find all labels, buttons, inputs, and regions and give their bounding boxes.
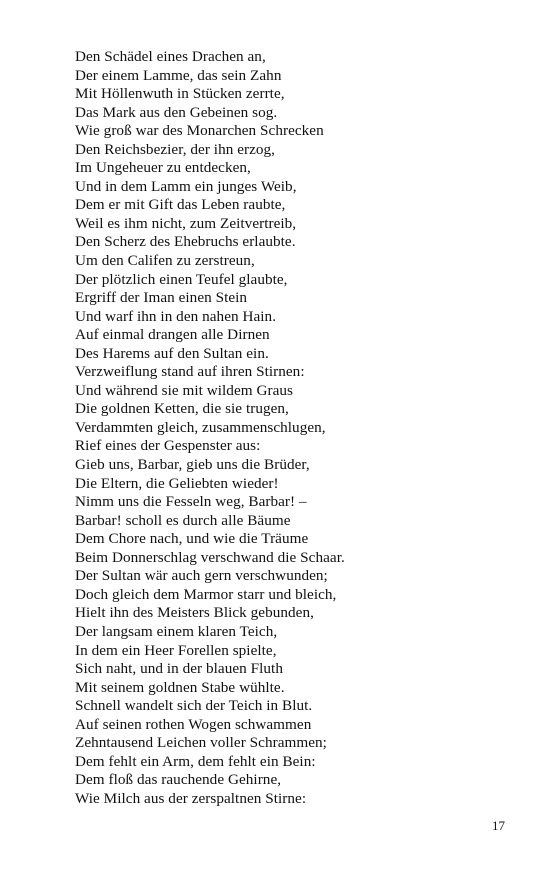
poem-line: Den Reichsbezier, der ihn erzog,	[75, 140, 276, 158]
poem-line: Verzweiflung stand auf ihren Stirnen:	[75, 363, 305, 381]
poem-line: Um den Califen zu zerstreun,	[75, 252, 255, 270]
poem-line: Der plötzlich einen Teufel glaubte,	[75, 270, 288, 288]
poem-line: Weil es ihm nicht, zum Zeitvertreib,	[75, 214, 297, 232]
poem-line: Dem er mit Gift das Leben raubte,	[75, 196, 286, 214]
poem-line: Zehntausend Leichen voller Schrammen;	[75, 734, 327, 752]
poem-line: Die Eltern, die Geliebten wieder!	[75, 474, 279, 492]
poem-line: Auf seinen rothen Wogen schwammen	[75, 715, 312, 733]
poem-line: Dem Chore nach, und wie die Träume	[75, 530, 309, 548]
poem-text	[75, 48, 345, 808]
poem-line: Nimm uns die Fesseln weg, Barbar! –	[75, 493, 307, 511]
poem-line: Hielt ihn des Meisters Blick gebunden,	[75, 604, 314, 622]
poem-line: Dem floß das rauchende Gehirne,	[75, 771, 282, 789]
poem-line: Auf einmal drangen alle Dirnen	[75, 326, 270, 344]
poem-line: Mit Höllenwuth in Stücken zerrte,	[75, 85, 285, 103]
poem-line: Und in dem Lamm ein junges Weib,	[75, 177, 297, 195]
poem-line: Im Ungeheuer zu entdecken,	[75, 159, 251, 177]
poem-line: Verdammten gleich, zusammenschlugen,	[75, 418, 326, 436]
poem-line: Der langsam einem klaren Teich,	[75, 622, 278, 640]
poem-line: Des Harems auf den Sultan ein.	[75, 344, 269, 362]
poem-line: Und warf ihn in den nahen Hain.	[75, 307, 277, 325]
poem-line: Den Scherz des Ehebruchs erlaubte.	[75, 233, 296, 251]
poem-line: Sich naht, und in der blauen Fluth	[75, 660, 283, 678]
poem-line: Dem fehlt ein Arm, dem fehlt ein Bein:	[75, 752, 316, 770]
poem-line: Schnell wandelt sich der Teich in Blut.	[75, 697, 313, 715]
poem-line: Doch gleich dem Marmor starr und bleich,	[75, 585, 337, 603]
poem-line: Den Schädel eines Drachen an,	[75, 48, 266, 65]
poem-line: Gieb uns, Barbar, gieb uns die Brüder,	[75, 456, 310, 474]
poem-line: Barbar! scholl es durch alle Bäume	[75, 511, 291, 529]
poem-line: Beim Donnerschlag verschwand die Schaar.	[75, 548, 345, 566]
poem-line: Wie Milch aus der zerspaltnen Stirne:	[75, 789, 307, 807]
poem-line: In dem ein Heer Forellen spielte,	[75, 641, 277, 659]
poem-line: Die goldnen Ketten, die sie trugen,	[75, 400, 289, 418]
poem-line: Der einem Lamme, das sein Zahn	[75, 66, 282, 84]
poem-line: Rief eines der Gespenster aus:	[75, 437, 261, 455]
poem-line: Wie groß war des Monarchen Schrecken	[75, 122, 324, 140]
poem-line: Mit seinem goldnen Stabe wühlte.	[75, 678, 285, 696]
poem-line: Das Mark aus den Gebeinen sog.	[75, 103, 278, 121]
poem-line: Der Sultan wär auch gern verschwunden;	[75, 567, 328, 585]
page-number: 17	[492, 818, 505, 833]
poem-line: Und während sie mit wildem Graus	[75, 381, 293, 399]
poem-line: Ergriff der Iman einen Stein	[75, 289, 248, 307]
